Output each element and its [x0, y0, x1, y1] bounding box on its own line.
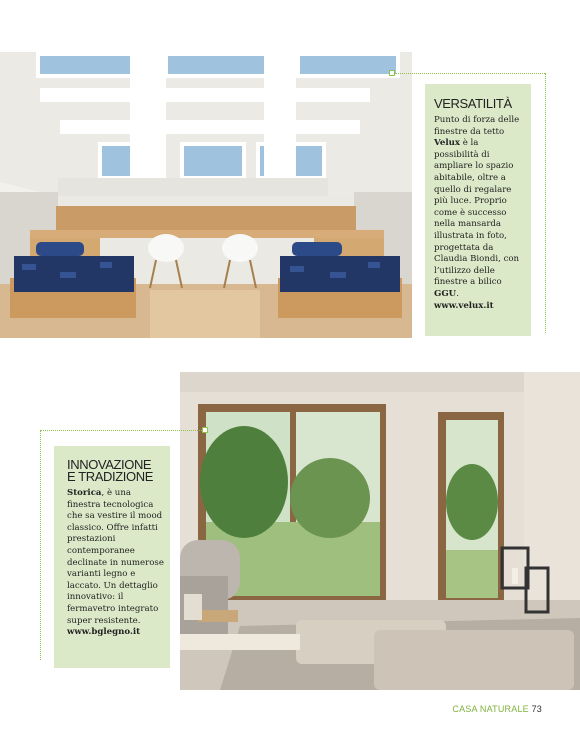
attic-bedroom-photo [0, 52, 412, 338]
attic-bedroom-illustration [0, 52, 412, 338]
page-number: 73 [531, 704, 542, 714]
caption-title-line: INNOVAZIONE [67, 457, 152, 472]
caption-text: , è una finestra tecnologica che sa vestire il mood classico. Offre infatti prestazioni contemporanee declinate in numerose varianti legno e laccato. Un dettaglio innovativo: il fermavetro integrato super resistente. [67, 488, 164, 626]
decorative-dotted-line [40, 430, 41, 660]
dotted-line-endpoint [202, 427, 208, 433]
caption-text: . [456, 288, 459, 299]
decorative-dotted-line [40, 430, 206, 431]
decorative-dotted-line [545, 73, 546, 333]
brand-name: Storica [67, 488, 102, 498]
living-room-photo [180, 372, 580, 690]
page-footer [452, 704, 542, 714]
caption-text: è la possibilità di ampliare lo spazio abitabile, oltre a quello di regalare più luce. Proprio come è successo nella mansarda illustrata in foto, progettata da Claudia Biondi, con l’utilizzo delle finestre a bilico [434, 138, 520, 288]
caption-title-line: E TRADIZIONE [67, 469, 153, 484]
website-link[interactable]: www.velux.it [434, 300, 494, 311]
caption-title [67, 459, 164, 483]
model-name: GGU [434, 288, 457, 299]
dotted-line-endpoint [389, 70, 395, 76]
caption-text: Punto di forza delle finestre da tetto [434, 115, 520, 137]
website-link[interactable]: www.bglegno.it [67, 627, 141, 638]
storica-caption-box [54, 446, 170, 668]
velux-caption-box [425, 84, 531, 336]
magazine-name: CASA NATURALE [452, 704, 529, 714]
living-room-illustration [180, 372, 580, 690]
caption-title: VERSATILITÀ [434, 96, 512, 111]
decorative-dotted-line [395, 73, 545, 74]
brand-name: Velux [434, 138, 460, 149]
caption-body [67, 488, 164, 639]
caption-body [434, 115, 525, 312]
